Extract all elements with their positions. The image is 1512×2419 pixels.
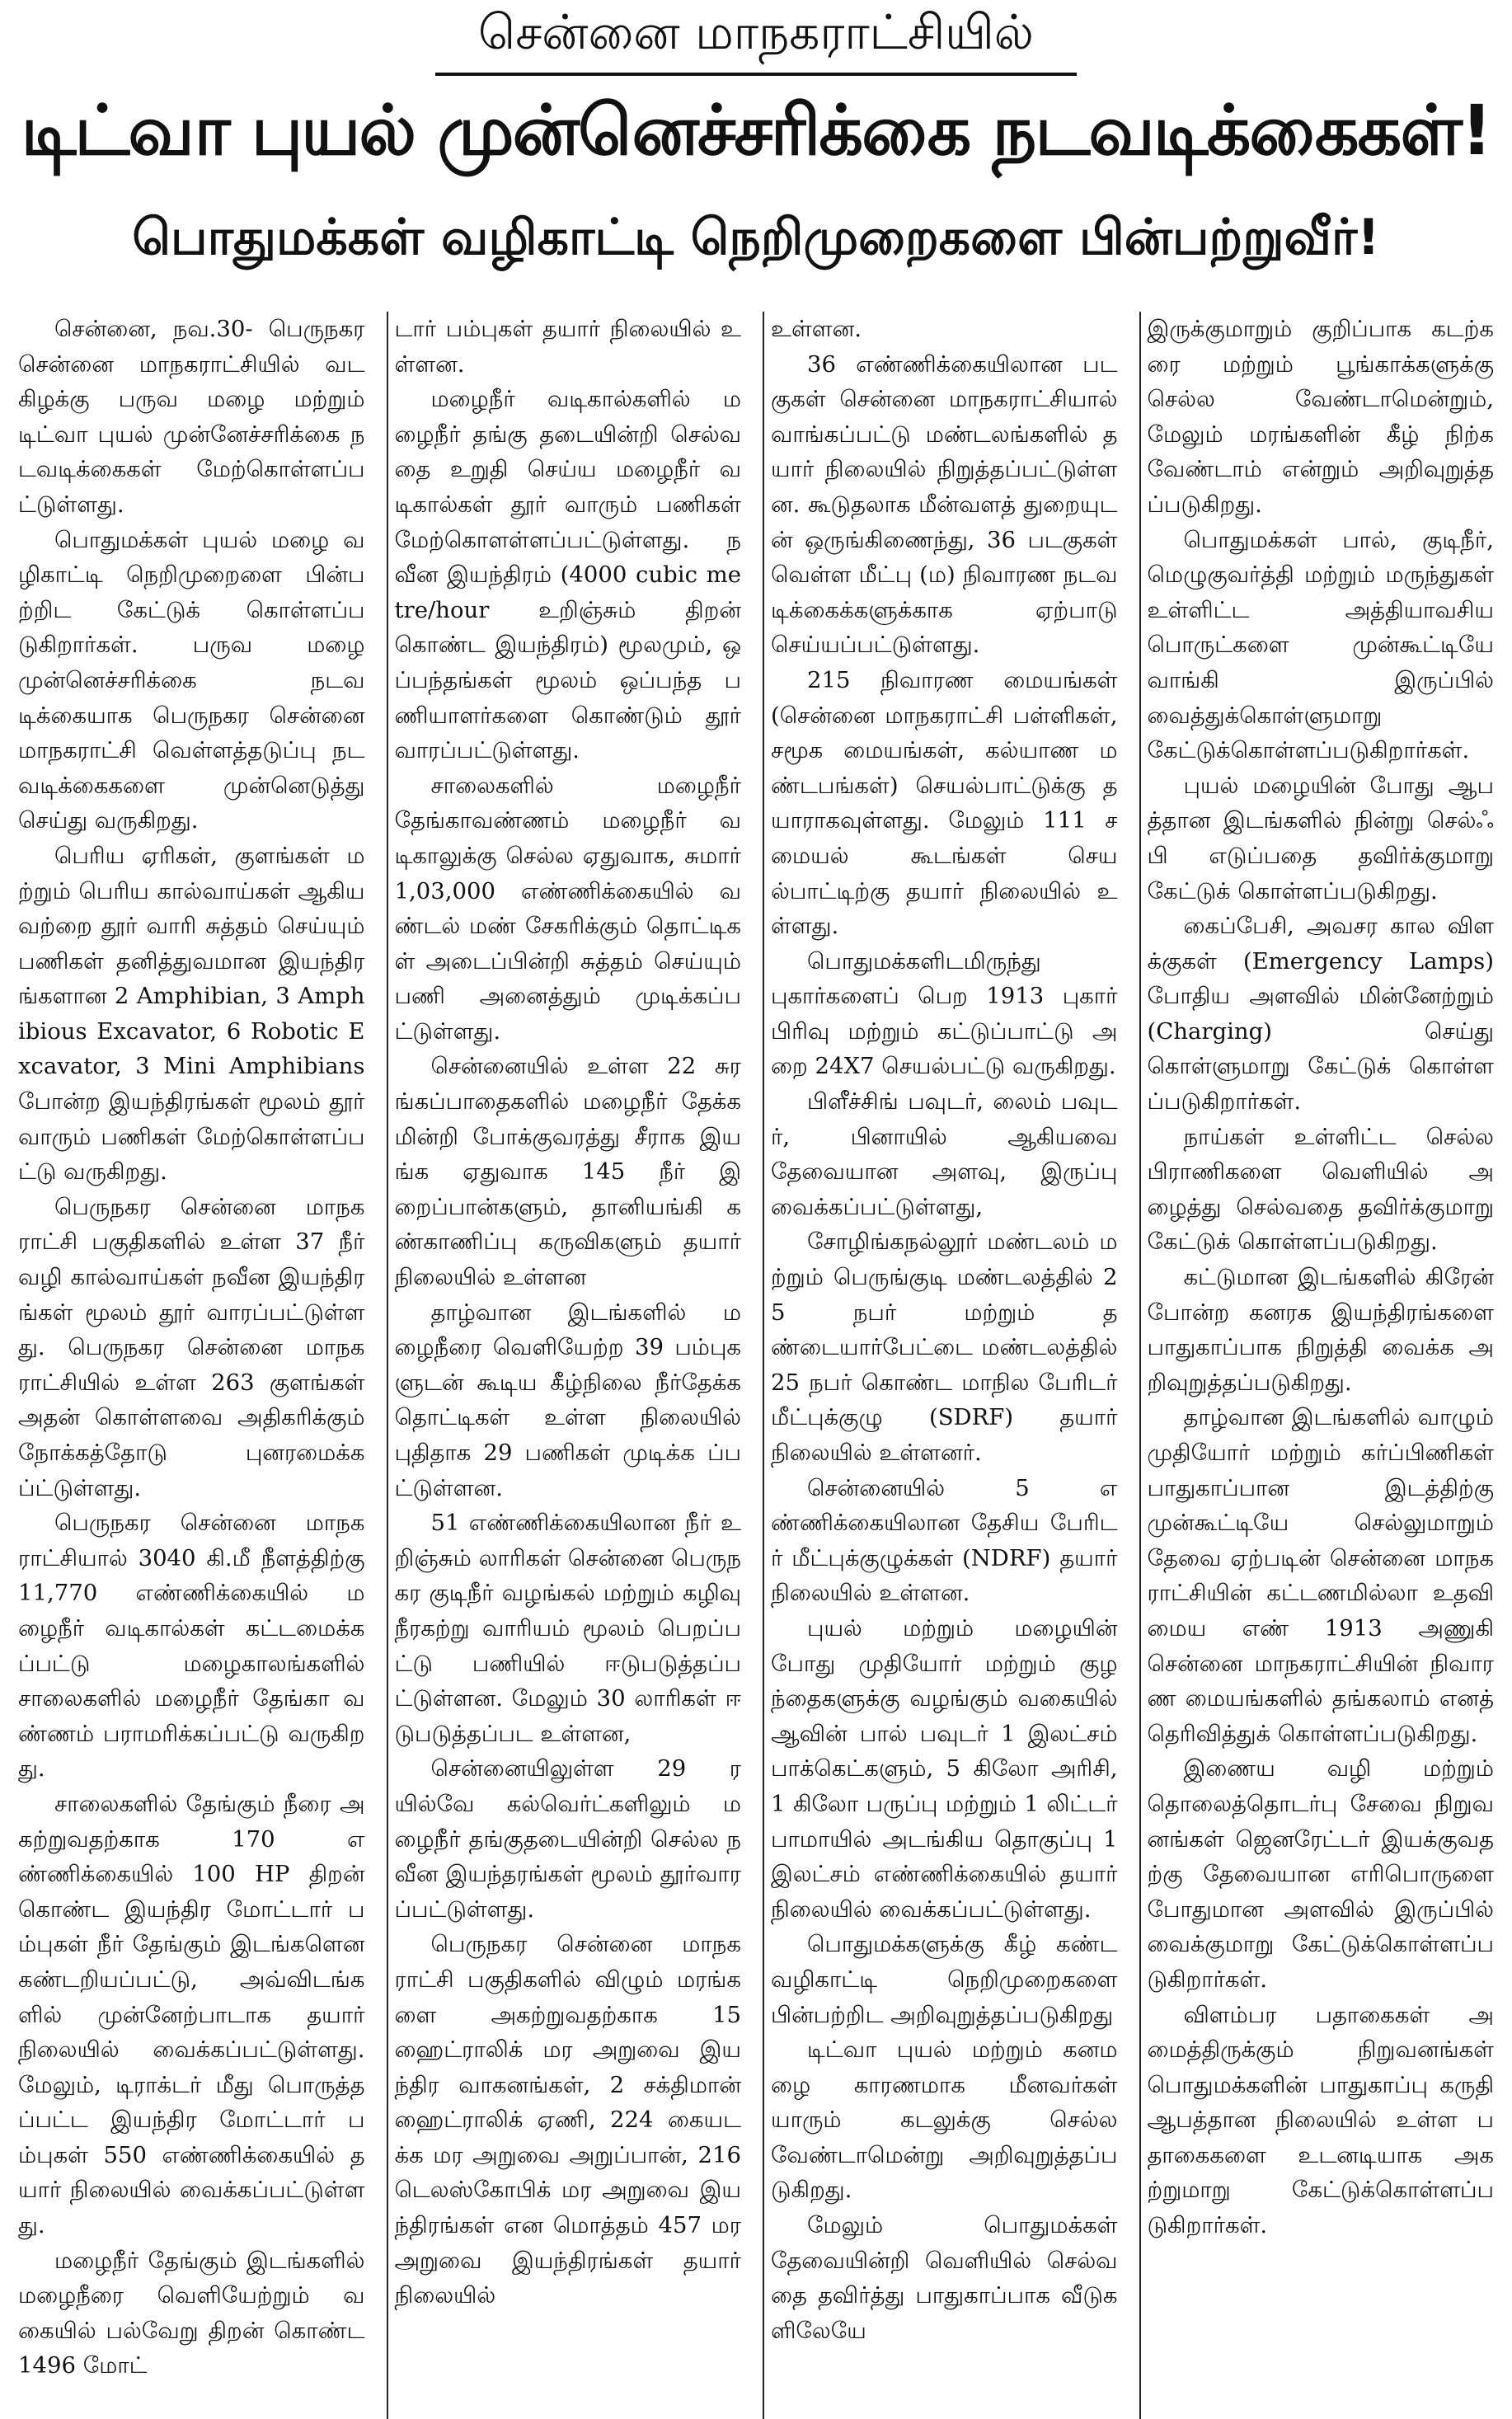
paragraph: சென்னை, நவ.30- பெருநகர சென்னை மாநகராட்சியில் வடகிழக்கு பருவ மழை மற்றும் டிட்வா புயல் முன்னேச்சரிக்கை நடவடிக்கைகள் மேற்கொள்ளப்பட்டுள்ளது. <box>18 316 365 518</box>
subheadline: பொதுமக்கள் வழிகாட்டி நெறிமுறைகளை பின்பற்றுவீர்! <box>132 209 1380 266</box>
paragraph: பொதுமக்கள் பால், குடிநீர், மெழுகுவர்த்தி மற்றும் மருந்துகள் உள்ளிட்ட அத்தியாவசிய பொருட்களை முன்கூட்டியே வாங்கி இருப்பில் வைத்துக்கொள்ளுமாறு கேட்டுக்கொள்ளப்படுகிறார்கள். <box>1147 526 1494 764</box>
paragraph: சென்னையிலுள்ள 29 ரயில்வே கல்வெர்ட்களிலும் மழைநீர் தங்குதடையின்றி செல்ல நவீன இயந்தரங்கள் மூலம் தூர்வாரப்பட்டுள்ளது. <box>394 1755 741 1923</box>
paragraph: விளம்பர பதாகைகள் அமைத்திருக்கும் நிறுவனங்கள் பொதுமக்களின் பாதுகாப்பு கருதி ஆபத்தான நிலையில் உள்ள பதாகைகளை உடனடியாக அகற்றுமாறு கேட்டுக்கொள்ளப்படுகிறார்கள். <box>1147 2001 1494 2239</box>
paragraph: சாலைகளில் தேங்கும் நீரை அகற்றுவதற்காக 170 எண்ணிக்கையில் 100 HP திறன் கொண்ட இயந்திர மோட்டார் பம்புகள் நீர் தேங்கும் இடங்களென கண்டறியப்பட்டு, அவ்விடங்களில் முன்னேற்பாடாக தயார் நிலையில் வைக்கப்பட்டுள்ளது. மேலும், டிராக்டர் மீது பொருத்தப்பட்ட இயந்திர மோட்டார் பம்புகள் 550 எண்ணிக்கையில் தயார் நிலையில் வைக்கப்பட்டுள்ளது. <box>18 1790 365 2239</box>
headline: டிட்வா புயல் முன்னெச்சரிக்கை நடவடிக்கைகள்! <box>21 90 1491 171</box>
paragraph: பெருநகர சென்னை மாநகராட்சி பகுதிகளில் விழும் மரங்களை அகற்றுவதற்காக 15 ஹைட்ராலிக் மர அறுவை இயந்திர வாகனங்கள், 2 சக்திமான் ஹைட்ராலிக் ஏணி, 224 கையடக்க மர அறுவை அறுப்பான், 216 டெலஸ்கோபிக் மர அறுவை இயந்திரங்கள் என மொத்தம் 457 மர அறுவை இயந்திரங்கள் தயார் நிலையில் <box>394 1931 741 2309</box>
paragraph: பொதுமக்கள் புயல் மழை வழிகாட்டி நெறிமுறைளை பின்பற்றிட கேட்டுக் கொள்ளப்படுகிறார்கள். பருவ மழை முன்னெச்சரிக்கை நடவடிக்கையாக பெருநகர சென்னை மாநகராட்சி வெள்ளத்தடுப்பு நடவடிக்கைகளை முன்னெடுத்து செய்து வருகிறது. <box>18 526 365 834</box>
paragraph: பெருநகர சென்னை மாநகராட்சியால் 3040 கி.மீ நீளத்திற்கு 11,770 எண்ணிக்கையில் மழைநீர் வடிகால்கள் கட்டமைக்கப்பட்டு மழைகாலங்களில் சாலைகளில் மழைநீர் தேங்கா வண்ணம் பராமரிக்கப்பட்டு வருகிறது. <box>18 1510 365 1783</box>
article-column-1 <box>12 312 372 2419</box>
paragraph: பொதுமக்களுக்கு கீழ் கண்ட வழிகாட்டி நெறிமுறைகளை பின்பற்றிட அறிவுறுத்தப்படுகிறது <box>771 1931 1118 2028</box>
paragraph: இணைய வழி மற்றும் தொலைத்தொடர்பு சேவை நிறுவனங்கள் ஜெனரேட்டர் இயக்குவதற்கு தேவையான எரிபொருளை போதுமான அளவில் இருப்பில் வைக்குமாறு கேட்டுக்கொள்ளப்படுகிறார்கள். <box>1147 1755 1494 1993</box>
paragraph-continued: இருக்குமாறும் குறிப்பாக கடற்கரை மற்றும் பூங்காக்களுக்கு செல்ல வேண்டாமென்றும், மேலும் மரங்களின் கீழ் நிற்க வேண்டாம் என்றும் அறிவுறுத்தப்படுகிறது. <box>1147 316 1494 518</box>
paragraph: 36 எண்ணிக்கையிலான படகுகள் சென்னை மாநகராட்சியால் வாங்கப்பட்டு மண்டலங்களில் தயார் நிலையில் நிறுத்தப்பட்டுள்ளன. கூடுதலாக மீன்வளத் துறையுடன் ஒருங்கிணைந்து, 36 படகுகள் வெள்ள மீட்பு (ம) நிவாரண நடவடிக்கைக்களுக்காக ஏற்பாடு செய்யப்பட்டுள்ளது. <box>771 350 1118 659</box>
paragraph: சென்னையில் உள்ள 22 சுரங்கப்பாதைகளில் மழைநீர் தேக்கமின்றி போக்குவரத்து சீராக இயங்க ஏதுவாக 145 நீர் இறைப்பான்களும், தானியங்கி கண்காணிப்பு கருவிகளும் தயார் நிலையில் உள்ளன <box>394 1053 741 1291</box>
article-column-2 <box>387 312 749 2419</box>
paragraph: பிளீச்சிங் பவுடர், லைம் பவுடர், பினாயில் ஆகியவை தேவையான அளவு, இருப்பு வைக்கப்பட்டுள்ளது, <box>771 1088 1118 1220</box>
paragraph: மழைநீர் தேங்கும் இடங்களில் மழைநீரை வெளியேற்றும் வகையில் பல்வேறு திறன் கொண்ட 1496 மோட் <box>18 2247 365 2379</box>
paragraph: நாய்கள் உள்ளிட்ட செல்ல பிராணிகளை வெளியில் அழைத்து செல்வதை தவிர்க்குமாறு கேட்டுக் கொள்ளப்படுகிறது. <box>1147 1123 1494 1256</box>
paragraph: மேலும் பொதுமக்கள் தேவையின்றி வெளியில் செல்வதை தவிர்த்து பாதுகாப்பாக வீடுகளிலேயே <box>771 2212 1118 2344</box>
paragraph: புயல் மற்றும் மழையின் போது முதியோர் மற்றும் குழந்தைகளுக்கு வழங்கும் வகையில் ஆவின் பால் பவுடர் 1 இலட்சம் பாக்கெட்களும், 5 கிலோ அரிசி, 1 கிலோ பருப்பு மற்றும் 1 லிட்டர் பாமாயில் அடங்கிய தொகுப்பு 1 இலட்சம் எண்ணிக்கையில் தயார் நிலையில் வைக்கப்பட்டுள்ளது. <box>771 1614 1118 1923</box>
paragraph: புயல் மழையின் போது ஆபத்தான இடங்களில் நின்று செல்ஃபி எடுப்பதை தவிர்க்குமாறு கேட்டுக் கொள்ளப்படுகிறது. <box>1147 772 1494 904</box>
paragraph: பொதுமக்களிடமிருந்து புகார்களைப் பெற 1913 புகார் பிரிவு மற்றும் கட்டுப்பாட்டு அறை 24X7 செயல்பட்டு வருகிறது. <box>771 947 1118 1080</box>
article-body <box>12 312 1500 2419</box>
paragraph: சென்னையில் 5 எண்ணிக்கையிலான தேசிய பேரிடர் மீட்புக்குழுக்கள் (NDRF) தயார் நிலையில் உள்ளன. <box>771 1474 1118 1607</box>
paragraph: சோழிங்கநல்லூர் மண்டலம் மற்றும் பெருங்குடி மண்டலத்தில் 25 நபர் மற்றும் தண்டையார்பேட்டை மண்டலத்தில் 25 நபர் கொண்ட மாநில பேரிடர் மீட்புக்குழு (SDRF) தயார் நிலையில் உள்ளனர். <box>771 1228 1118 1466</box>
paragraph: சாலைகளில் மழைநீர் தேங்காவண்ணம் மழைநீர் வடிகாலுக்கு செல்ல ஏதுவாக, சுமார் 1,03,000 எண்ணிக்கையில் வண்டல் மண் சேகரிக்கும் தொட்டிகள் அடைப்பின்றி சுத்தம் செய்யும் பணி அனைத்தும் முடிக்கப்பட்டுள்ளது. <box>394 772 741 1045</box>
paragraph: டிட்வா புயல் மற்றும் கனமழை காரணமாக மீனவர்கள் யாரும் கடலுக்கு செல்ல வேண்டாமென்று அறிவுறுத்தப்படுகிறது. <box>771 2036 1118 2204</box>
paragraph-continued: உள்ளன. <box>771 316 862 342</box>
article-column-4 <box>1139 312 1501 2419</box>
kicker-underline <box>435 73 1077 76</box>
paragraph: மழைநீர் வடிகால்களில் மழைநீர் தங்கு தடையின்றி செல்வதை உறுதி செய்ய மழைநீர் வடிகால்கள் தூர் வாரும் பணிகள் மேற்கொளள்ளப்பட்டுள்ளது. நவீன இயந்திரம் (4000 cubic metre/hour உறிஞ்சும் திறன் கொண்ட இயந்திரம்) மூலமும், ஒப்பந்தங்கள் மூலம் ஒப்பந்த பணியாளர்களை கொண்டும் தூர் வாரப்பட்டுள்ளது. <box>394 386 741 764</box>
kicker-title: சென்னை மாநகராட்சியில் <box>478 4 1034 60</box>
paragraph: தாழ்வான இடங்களில் மழைநீரை வெளியேற்ற 39 பம்புகளுடன் கூடிய கீழ்நிலை நீர்தேக்க தொட்டிகள் உள்ள நிலையில் புதிதாக 29 பணிகள் முடிக்க ப்பட்டுள்ளன. <box>394 1299 741 1501</box>
paragraph: கைப்பேசி, அவசர கால விளக்குகள் (Emergency Lamps) போதிய அளவில் மின்னேற்றும் (Charging) செய்து கொள்ளுமாறு கேட்டுக் கொள்ளப்படுகிறார்கள். <box>1147 913 1494 1116</box>
article-column-3 <box>763 312 1125 2419</box>
paragraph: 51 எண்ணிக்கையிலான நீர் உறிஞ்சும் லாரிகள் சென்னை பெருநகர குடிநீர் வழங்கல் மற்றும் கழிவு நீரகற்று வாரியம் மூலம் பெறப்பட்டு பணியில் ஈடுபடுத்தப்பட்டுள்ளன. மேலும் 30 லாரிகள் ஈடுபடுத்தப்பட உள்ளன, <box>394 1510 741 1747</box>
paragraph-continued: டார் பம்புகள் தயார் நிலையில் உள்ளன. <box>394 316 741 378</box>
paragraph: 215 நிவாரண மையங்கள் (சென்னை மாநகராட்சி பள்ளிகள், சமூக மையங்கள், கல்யாண மண்டபங்கள்) செயல்பாட்டுக்கு தயாராகவுள்ளது. மேலும் 111 சமையல் கூடங்கள் செயல்பாட்டிற்கு தயார் நிலையில் உள்ளது. <box>771 666 1118 940</box>
paragraph: கட்டுமான இடங்களில் கிரேன் போன்ற கனரக இயந்திரங்களை பாதுகாப்பாக நிறுத்தி வைக்க அறிவுறுத்தப்படுகிறது. <box>1147 1264 1494 1396</box>
paragraph: தாழ்வான இடங்களில் வாழும் முதியோர் மற்றும் கர்ப்பிணிகள் பாதுகாப்பான இடத்திற்கு முன்கூட்டியே செல்லுமாறும் தேவை ஏற்படின் சென்னை மாநகராட்சியின் கட்டணமில்லா உதவி மைய எண் 1913 அணுகி சென்னை மாநகராட்சியின் நிவாரண மையங்களில் தங்கலாம் எனத் தெரிவித்துக் கொள்ளப்படுகிறது. <box>1147 1404 1494 1747</box>
paragraph: பெருநகர சென்னை மாநகராட்சி பகுதிகளில் உள்ள 37 நீர் வழி கால்வாய்கள் நவீன இயந்திரங்கள் மூலம் தூர் வாரப்பட்டுள்ளது. பெருநகர சென்னை மாநகராட்சியில் உள்ள 263 குளங்கள் அதன் கொள்ளவை அதிகரிக்கும் நோக்கத்தோடு புனரமைக்கப்ட்டுள்ளது. <box>18 1193 365 1501</box>
paragraph: பெரிய ஏரிகள், குளங்கள் மற்றும் பெரிய கால்வாய்கள் ஆகியவற்றை தூர் வாரி சுத்தம் செய்யும் பணிகள் தனித்துவமான இயந்திரங்களான 2 Amphibian, 3 Amphibious Excavator, 6 Robotic Excavator, 3 Mini Amphibians போன்ற இயந்திரங்கள் மூலம் தூர் வாரும் பணிகள் மேற்கொள்ளப்பட்டு வருகிறது. <box>18 842 365 1186</box>
